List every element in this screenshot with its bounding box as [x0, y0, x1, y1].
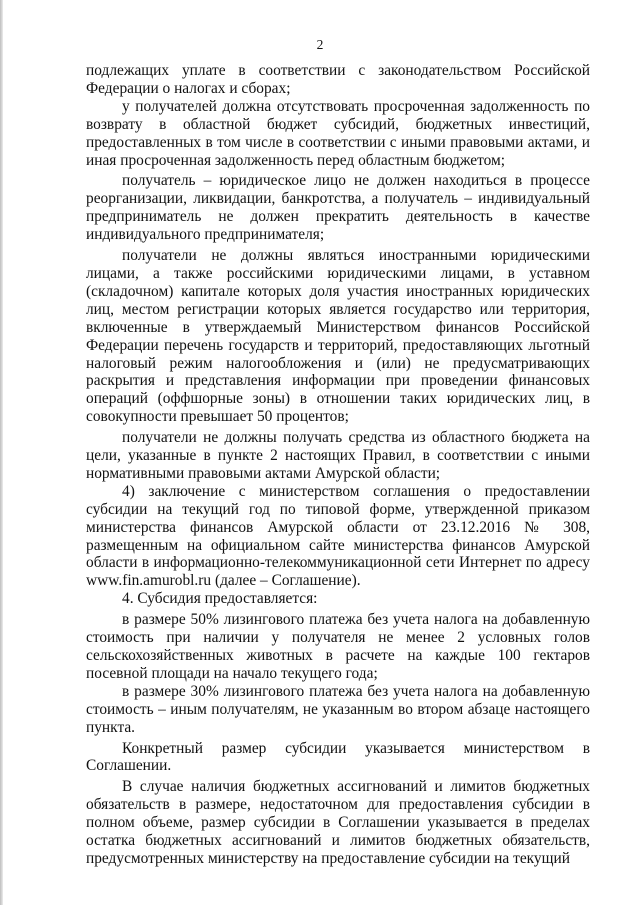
paragraph-insufficient-budget: В случае наличия бюджетных ассигнований и лимитов бюджетных обязательств в размере, недостаточном для предоставления субсидии в полном объеме, размер субсидии в Соглашении указывается в пределах остатка бюджетных ассигнований и лимитов бюджетных обязательств, предусмотренных министерству на предоставление субсидии на текущий	[86, 778, 590, 867]
document-body	[86, 62, 590, 868]
paragraph-no-reorganization: получатель – юридическое лицо не должен находиться в процессе реорганизации, ликвидации, банкротства, а получатель – индивидуальный предприниматель не должен прекратить деятельность в качестве индивидуального предпринимателя;	[86, 172, 590, 244]
paragraph-subsidy-30-percent: в размере 30% лизингового платежа без учета налога на добавленную стоимость – иным получателям, не указанным во втором абзаце настоящего пункта.	[86, 682, 590, 736]
paragraph-not-foreign-entities: получатели не должны являться иностранными юридическими лицами, а также российскими юридическими лицами, в уставном (складочном) капитале которых доля участия иностранных юридических лиц, местом регистрации которых является государство или территория, включенные в утверждаемый Министерством финансов Российской Федерации перечень государств и территорий, предоставляющих льготный налоговый режим налогообложения и (или) не предусматривающих раскрытия и представления информации при проведении финансовых операций (оффшорные зоны) в отношении таких юридических лиц, в совокупности превышает 50 процентов;	[86, 247, 590, 426]
page-number: 2	[316, 37, 324, 52]
scan-edge	[0, 0, 3, 905]
paragraph-subsidy-heading: 4. Субсидия предоставляется:	[122, 590, 318, 608]
paragraph-no-other-funding: получатели не должны получать средства из областного бюджета на цели, указанные в пункте 2 настоящих Правил, в соответствии с иными нормативными правовыми актами Амурской области;	[86, 429, 590, 482]
paragraph-no-overdue-debt: у получателей должна отсутствовать просроченная задолженность по возврату в областной бюджет субсидий, бюджетных инвестиций, предоставленных в том числе в соответствии с иными правовыми актами, и иная просроченная задолженность перед областным бюджетом;	[86, 97, 590, 169]
paragraph-specific-amount: Конкретный размер субсидии указывается министерством в Соглашении.	[86, 739, 590, 775]
paragraph-tax-continuation: подлежащих уплате в соответствии с законодательством Российской Федерации о налогах и сборах;	[86, 62, 590, 97]
paragraph-agreement-conclusion: 4) заключение с министерством соглашения о предоставлении субсидии на текущий год по типовой форме, утвержденной приказом министерства финансов Амурской области от 23.12.2016 № 308, размещенным на официальном сайте министерства финансов Амурской области в информационно-телекоммуникационной сети Интернет по адресу www.fin.amurobl.ru (далее – Соглашение).	[86, 482, 590, 590]
paragraph-subsidy-50-percent: в размере 50% лизингового платежа без учета налога на добавленную стоимость при наличии у получателя не менее 2 условных голов сельскохозяйственных животных в расчете на каждые 100 гектаров посевной площади на начало текущего года;	[86, 611, 590, 682]
